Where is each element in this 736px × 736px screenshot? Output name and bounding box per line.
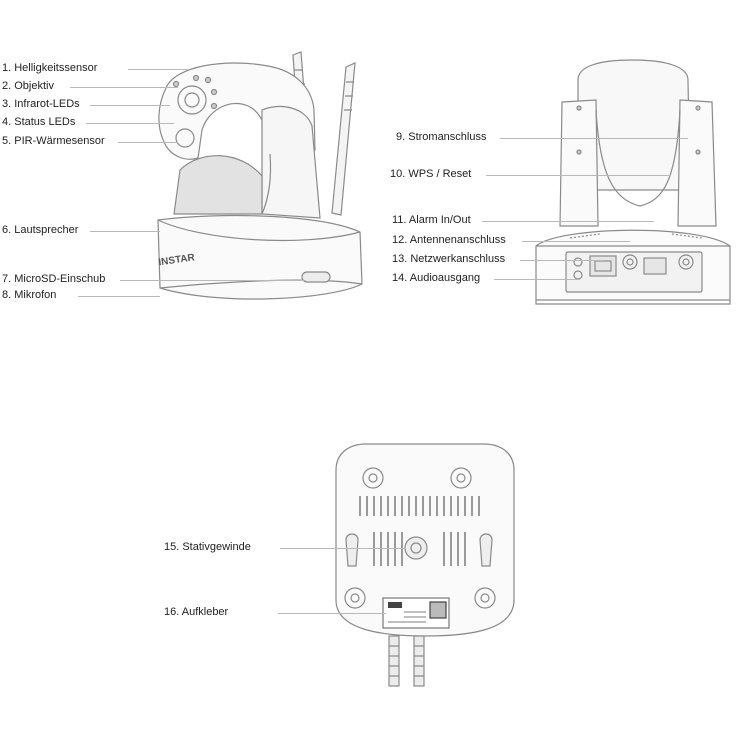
rear-view-drawing (536, 60, 730, 304)
label-alarm-io: 11. Alarm In/Out (392, 214, 471, 226)
leader-line (500, 138, 688, 139)
label-microphone: 8. Mikrofon (2, 289, 57, 301)
label-brightness-sensor: 1. Helligkeitssensor (2, 62, 98, 74)
leader-line (128, 69, 188, 70)
label-speaker: 6. Lautsprecher (2, 224, 79, 236)
leader-line (120, 280, 306, 281)
leader-line (90, 231, 160, 232)
leader-line (482, 221, 654, 222)
leader-line (494, 279, 580, 280)
leader-line (118, 142, 178, 143)
leader-line (90, 105, 170, 106)
label-status-leds: 4. Status LEDs (2, 116, 76, 128)
leader-line (70, 87, 178, 88)
leader-line (78, 296, 160, 297)
label-audio-output: 14. Audioausgang (392, 272, 481, 284)
leader-line (86, 123, 174, 124)
leader-line (486, 175, 670, 176)
label-infrared-leds: 3. Infrarot-LEDs (2, 98, 80, 110)
leader-line (278, 613, 386, 614)
label-lens: 2. Objektiv (2, 80, 54, 92)
leader-line (280, 548, 406, 549)
label-network-port: 13. Netzwerkanschluss (392, 253, 506, 265)
bottom-view-drawing (336, 444, 514, 686)
label-antenna-port: 12. Antennenanschluss (392, 234, 506, 246)
label-wps-reset: 10. WPS / Reset (390, 168, 472, 180)
label-sticker: 16. Aufkleber (164, 606, 229, 618)
label-tripod-thread: 15. Stativgewinde (164, 541, 251, 553)
label-microsd-slot: 7. MicroSD-Einschub (2, 273, 106, 285)
front-brand-logo: INSTAR (157, 252, 196, 269)
leader-line (522, 241, 630, 242)
label-pir-sensor: 5. PIR-Wärmesensor (2, 135, 105, 147)
leader-line (520, 260, 604, 261)
label-power-port: 9. Stromanschluss (396, 131, 487, 143)
